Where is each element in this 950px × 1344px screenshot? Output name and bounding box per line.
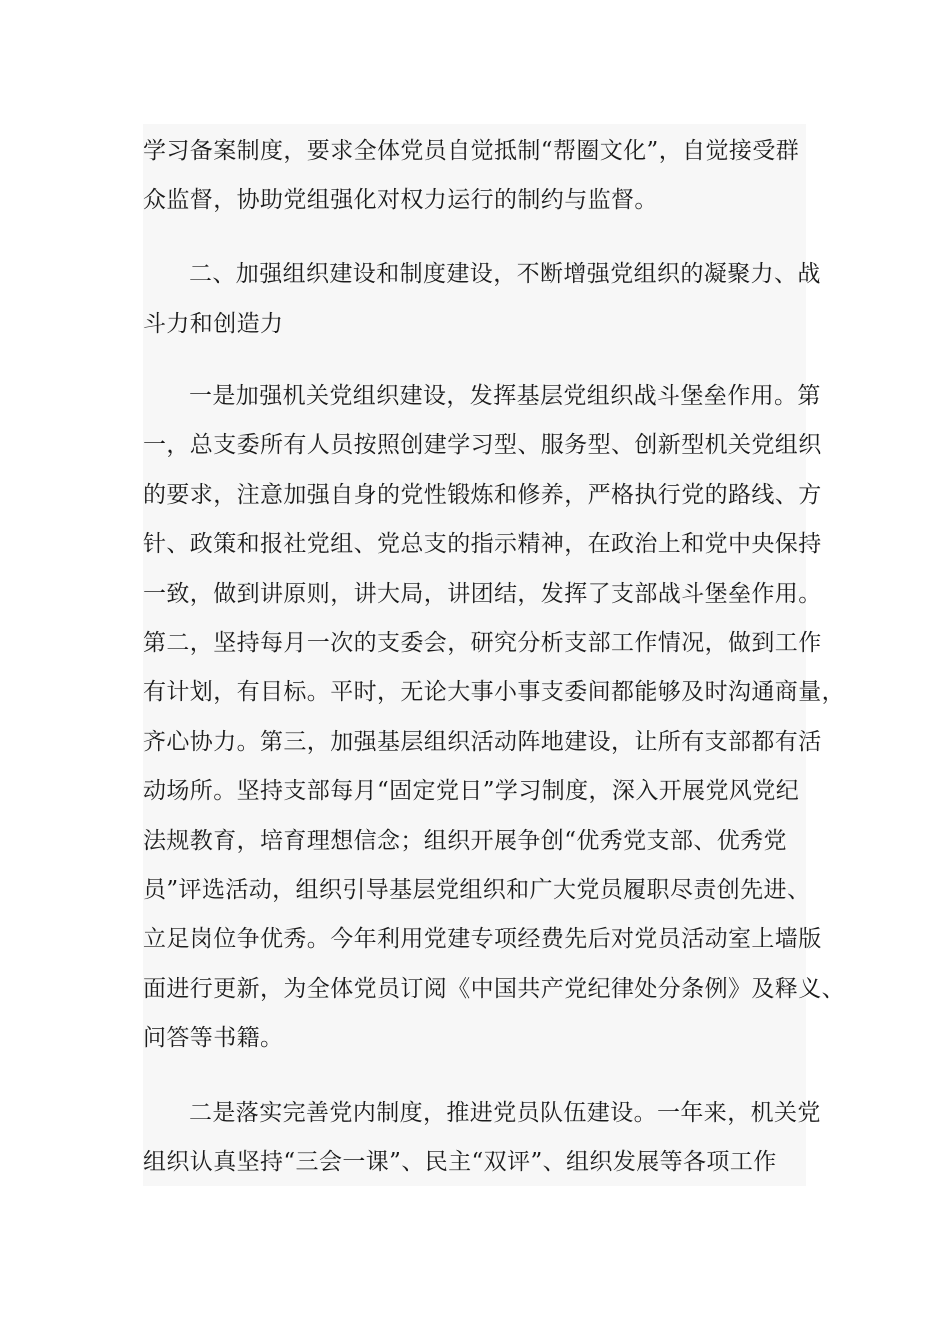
body-line: 针、政策和报社党组、党总支的指示精神，在政治上和党中央保持 — [143, 531, 822, 557]
body-line: 众监督，协助党组强化对权力运行的制约与监督。 — [143, 187, 658, 213]
body-line: 面进行更新，为全体党员订阅《中国共产党纪律处分条例》及释义、 — [143, 976, 845, 1002]
body-line: 学习备案制度，要求全体党员自觉抵制“帮圈文化”，自觉接受群 — [143, 138, 800, 164]
body-line: 法规教育，培育理想信念；组织开展争创“优秀党支部、优秀党 — [143, 828, 787, 854]
section-heading-line: 斗力和创造力 — [143, 311, 284, 337]
body-line: 组织认真坚持“三会一课”、民主“双评”、组织发展等各项工作 — [143, 1149, 777, 1175]
body-line: 员”评选活动，组织引导基层党组织和广大党员履职尽责创先进、 — [143, 877, 811, 903]
body-line: 一致，做到讲原则，讲大局，讲团结，发挥了支部战斗堡垒作用。 — [143, 581, 822, 607]
body-line: 立足岗位争优秀。今年利用党建专项经费先后对党员活动室上墙版 — [143, 926, 822, 952]
body-line: 第二，坚持每月一次的支委会，研究分析支部工作情况，做到工作 — [143, 630, 822, 656]
body-line: 齐心协力。第三，加强基层组织活动阵地建设，让所有支部都有活 — [143, 729, 822, 755]
paragraph-first-line: 一是加强机关党组织建设，发挥基层党组织战斗堡垒作用。第 — [189, 383, 821, 409]
body-line: 动场所。坚持支部每月“固定党日”学习制度，深入开展党风党纪 — [143, 778, 800, 804]
body-line: 有计划，有目标。平时，无论大事小事支委间都能够及时沟通商量， — [143, 679, 845, 705]
paragraph-first-line: 二是落实完善党内制度，推进党员队伍建设。一年来，机关党 — [189, 1100, 821, 1126]
body-line: 一，总支委所有人员按照创建学习型、服务型、创新型机关党组织 — [143, 432, 822, 458]
body-line: 问答等书籍。 — [143, 1025, 284, 1051]
body-line: 的要求，注意加强自身的党性锻炼和修养，严格执行党的路线、方 — [143, 482, 822, 508]
section-heading-line: 二、加强组织建设和制度建设，不断增强党组织的凝聚力、战 — [189, 261, 821, 287]
